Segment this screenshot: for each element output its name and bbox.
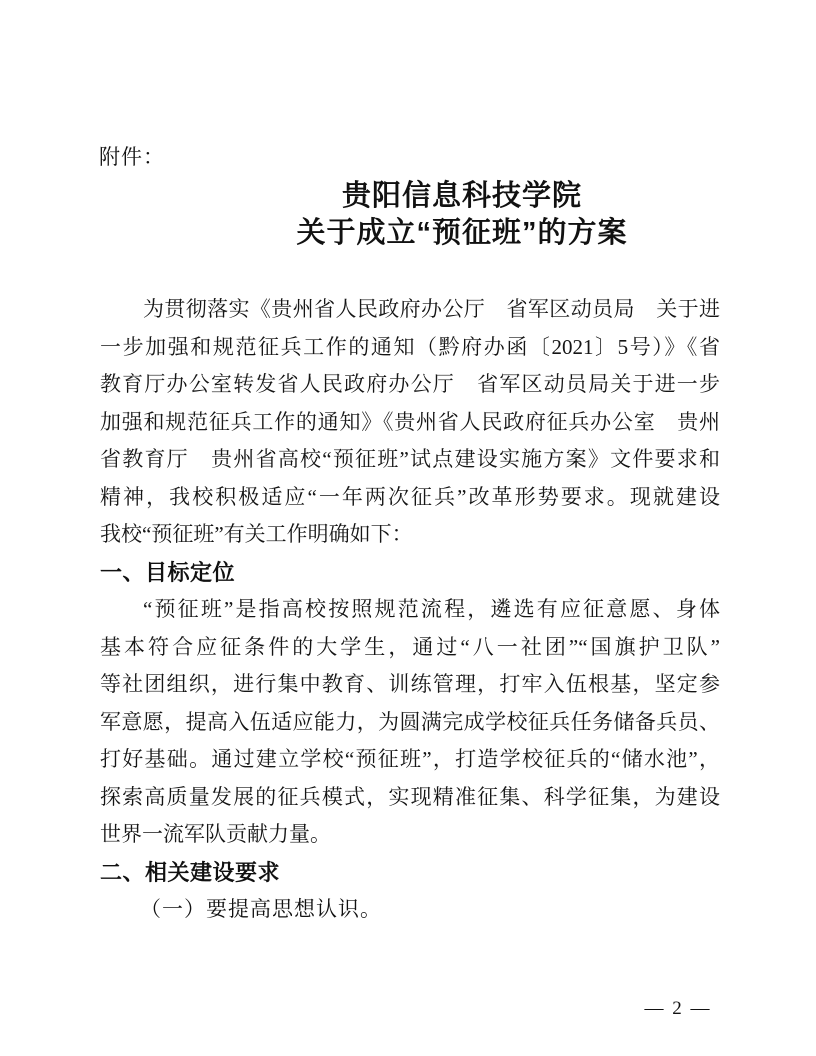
title-line-1: 贵阳信息科技学院 xyxy=(341,180,582,212)
paragraph-line: 加强和规范征兵工作的通知》《贵州省人民政府征兵办公室 贵州 xyxy=(100,409,720,434)
intro-paragraph xyxy=(100,291,720,554)
section-1-paragraph xyxy=(100,591,720,854)
document-title xyxy=(100,178,772,252)
paragraph-line: 一步加强和规范征兵工作的通知（黔府办函〔2021〕5号）》《省 xyxy=(100,334,720,359)
paragraph-line: 等社团组织，进行集中教育、训练管理，打牢入伍根基，坚定参 xyxy=(100,672,720,696)
paragraph-line: 世界一流军队贡献力量。 xyxy=(100,822,331,846)
section-2-item-1: （一）要提高思想认识。 xyxy=(140,897,382,921)
paragraph-line: 探索高质量发展的征兵模式，实现精准征集、科学征集，为建设 xyxy=(100,784,720,809)
paragraph-line: 为贯彻落实《贵州省人民政府办公厅 省军区动员局 关于进 xyxy=(143,297,720,321)
paragraph-line: 军意愿，提高入伍适应能力，为圆满完成学校征兵任务储备兵员、 xyxy=(100,709,720,734)
paragraph-line: “预征班”是指高校按照规范流程，遴选有应征意愿、身体 xyxy=(143,597,720,621)
paragraph-line: 基本符合应征条件的大学生，通过“八一社团”“国旗护卫队” xyxy=(100,634,720,659)
paragraph-line: 我校“预征班”有关工作明确如下： xyxy=(100,522,413,546)
document-body xyxy=(100,291,720,929)
paragraph-line: 教育厅办公室转发省人民政府办公厅 省军区动员局关于进一步 xyxy=(100,372,720,396)
title-line-2: 关于成立“预征班”的方案 xyxy=(296,217,628,249)
section-heading-1: 一、目标定位 xyxy=(100,559,236,585)
paragraph-line: 精神，我校积极适应“一年两次征兵”改革形势要求。现就建设 xyxy=(100,484,720,509)
attachment-label: 附件： xyxy=(99,145,165,169)
paragraph-line: 打好基础。通过建立学校“预征班”，打造学校征兵的“储水池”， xyxy=(100,747,720,771)
section-heading-2: 二、相关建设要求 xyxy=(100,859,281,885)
page-number: — 2 — xyxy=(644,998,712,1019)
paragraph-line: 省教育厅 贵州省高校“预征班”试点建设实施方案》文件要求和 xyxy=(100,447,720,471)
